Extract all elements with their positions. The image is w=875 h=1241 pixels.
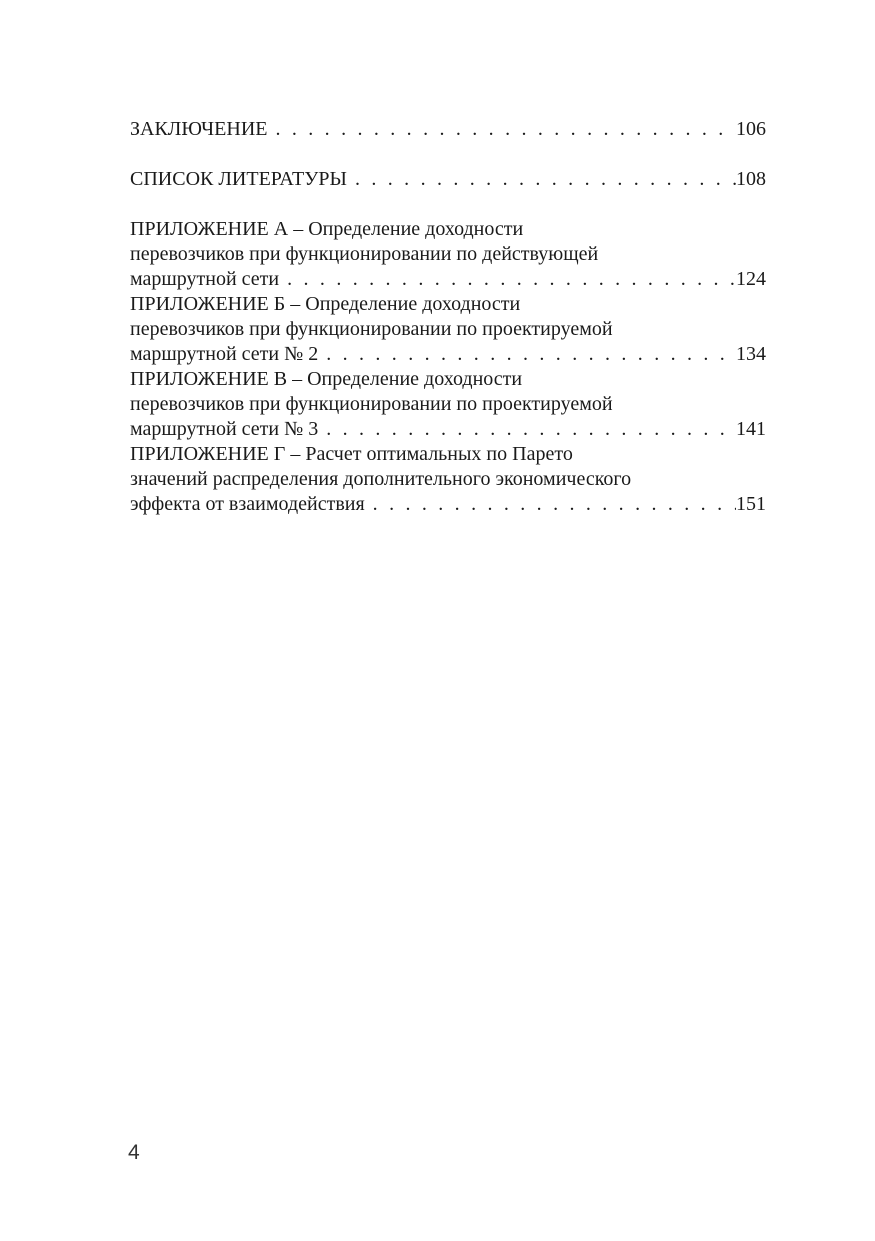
toc-entry-title-line: значений распределения дополнительного экономического: [130, 468, 632, 490]
toc-page-number: 108: [736, 168, 766, 190]
toc-page-number: 106: [736, 118, 766, 140]
toc-page-number: 134: [736, 343, 766, 365]
toc-entry-line: [130, 492, 766, 517]
page-number: 4: [128, 1141, 140, 1164]
toc-entry-title-line: ПРИЛОЖЕНИЕ В – Определение доходности: [130, 368, 523, 390]
toc-entry-title: маршрутной сети № 2: [130, 343, 319, 365]
toc-entry-appendix-b: [130, 292, 766, 367]
toc-entry-title-line: перевозчиков при функционировании по проектируемой: [130, 318, 613, 340]
toc-entry-title-line: ПРИЛОЖЕНИЕ А – Определение доходности: [130, 218, 524, 240]
toc-entry-appendix-g: [130, 442, 766, 517]
toc-entry-title-line: ПРИЛОЖЕНИЕ Б – Определение доходности: [130, 293, 521, 315]
toc-entry-title-line: перевозчиков при функционировании по действующей: [130, 243, 599, 265]
toc-entry-title: СПИСОК ЛИТЕРАТУРЫ: [130, 168, 347, 190]
toc-leader-dots: [365, 492, 736, 517]
toc-entry-appendix-a: [130, 217, 766, 292]
toc-page-number: 151: [736, 493, 766, 515]
toc-entry-line: [130, 117, 766, 142]
toc-entry-line: [130, 417, 766, 442]
toc-entry-line: [130, 342, 766, 367]
toc-entry-line: [130, 267, 766, 292]
toc-leader-dots: [318, 342, 736, 367]
toc-entry-title: маршрутной сети № 3: [130, 418, 319, 440]
toc-leader-dots: [347, 167, 736, 192]
toc-leader-dots: [267, 117, 736, 142]
toc-entry-title: маршрутной сети: [130, 268, 280, 290]
toc-entry-title: эффекта от взаимодействия: [130, 493, 365, 515]
toc-entry-appendix-v: [130, 367, 766, 442]
toc-entry-title-line: перевозчиков при функционировании по проектируемой: [130, 393, 613, 415]
toc-entry-title: ЗАКЛЮЧЕНИЕ: [130, 118, 268, 140]
toc-entry-conclusion: [130, 117, 766, 142]
toc-entry-references: [130, 167, 766, 192]
toc-page-number: 124: [736, 268, 766, 290]
toc-leader-dots: [279, 267, 736, 292]
toc-page-number: 141: [736, 418, 766, 440]
table-of-contents: [130, 117, 766, 517]
toc-leader-dots: [318, 417, 736, 442]
toc-entry-title-line: ПРИЛОЖЕНИЕ Г – Расчет оптимальных по Парето: [130, 443, 573, 465]
toc-entry-line: [130, 167, 766, 192]
